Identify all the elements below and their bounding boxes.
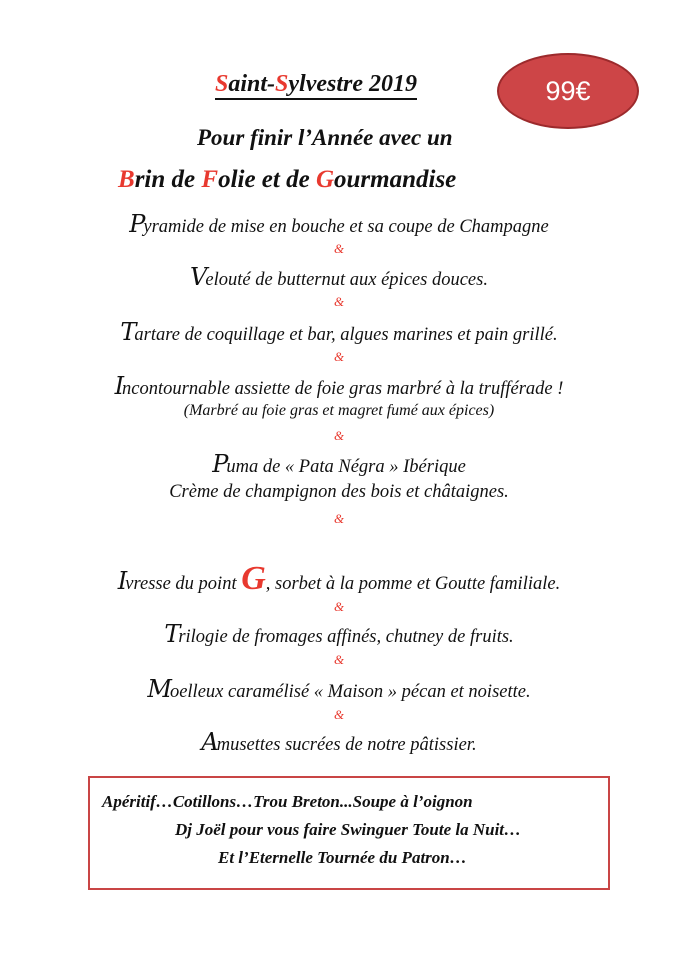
menu-item-initial: P: [129, 210, 144, 238]
menu-item-veloute: [0, 263, 678, 291]
title-text-2: ylvestre 2019: [288, 71, 418, 97]
footer-line-2: Dj Joël pour vous faire Swinguer Toute la Nuit…: [175, 820, 522, 839]
title-initial-s2: S: [275, 71, 289, 97]
menu-item-ivresse: [0, 560, 678, 598]
menu-item-text: oelleux caramélisé « Maison » pécan et noisette.: [169, 682, 531, 702]
big-g-letter: G: [241, 560, 266, 597]
menu-item-initial: T: [164, 620, 179, 648]
separator: &: [333, 428, 345, 443]
title-text-1: aint-: [228, 71, 276, 97]
menu-item-trilogie: [0, 620, 678, 648]
menu-item-foie-gras: [0, 372, 678, 400]
menu-item-initial: I: [114, 372, 123, 400]
separator: &: [333, 511, 345, 526]
menu-item-text: musettes sucrées de notre pâtissier.: [216, 735, 477, 755]
separator: &: [333, 599, 345, 614]
footer-box: [88, 776, 610, 890]
menu-item-pyramide: [0, 210, 678, 238]
price-badge: 99€: [497, 53, 639, 129]
menu-item-text: vresse du point: [125, 574, 242, 594]
menu-item-amusettes: [0, 728, 678, 756]
footer-line-3: Et l’Eternelle Tournée du Patron…: [218, 848, 467, 867]
separator: &: [333, 652, 345, 667]
menu-item-text: ncontournable assiette de foie gras marbré à la trufférade !: [122, 379, 564, 399]
menu-item-tartare: [0, 318, 678, 346]
menu-item-subtext: Crème de champignon des bois et châtaignes.: [169, 482, 509, 502]
separator: &: [333, 349, 345, 364]
menu-item-initial: T: [120, 318, 135, 346]
headline-initial-b: B: [118, 166, 135, 193]
menu-item-initial: V: [190, 263, 206, 291]
headline-initial-f: F: [201, 166, 219, 193]
separator: &: [333, 707, 345, 722]
headline-word-3: ourmandise: [334, 166, 457, 193]
menu-item-initial: I: [117, 567, 126, 595]
menu-item-text-end: , sorbet à la pomme et Goutte familiale.: [265, 574, 561, 594]
menu-item-text: uma de « Pata Négra » Ibérique: [226, 457, 466, 477]
menu-item-moelleux: [0, 675, 678, 703]
menu-item-initial: P: [212, 450, 227, 478]
headline-initial-g: G: [315, 166, 335, 193]
menu-item-text: yramide de mise en bouche et sa coupe de Champagne: [143, 217, 549, 237]
footer-line-1: Apéritif…Cotillons…Trou Breton...Soupe à l’oignon: [102, 792, 473, 811]
headline-word-2: olie et de: [218, 166, 316, 193]
title-initial-s1: S: [215, 71, 229, 97]
menu-item-puma: [0, 450, 678, 478]
headline-2: [118, 166, 456, 194]
menu-item-subtext: (Marbré au foie gras et magret fumé aux épices): [183, 402, 495, 419]
page-title: [215, 70, 417, 100]
separator: &: [333, 294, 345, 309]
headline-word-1: rin de: [134, 166, 202, 193]
menu-item-text: elouté de butternut aux épices douces.: [205, 270, 488, 290]
separator: &: [333, 241, 345, 256]
menu-item-text: artare de coquillage et bar, algues marines et pain grillé.: [134, 325, 558, 345]
menu-item-text: rilogie de fromages affinés, chutney de fruits.: [178, 627, 514, 647]
headline-1: Pour finir l’Année avec un: [197, 125, 453, 150]
menu-item-initial: A: [201, 728, 217, 756]
menu-item-initial: M: [147, 675, 170, 703]
